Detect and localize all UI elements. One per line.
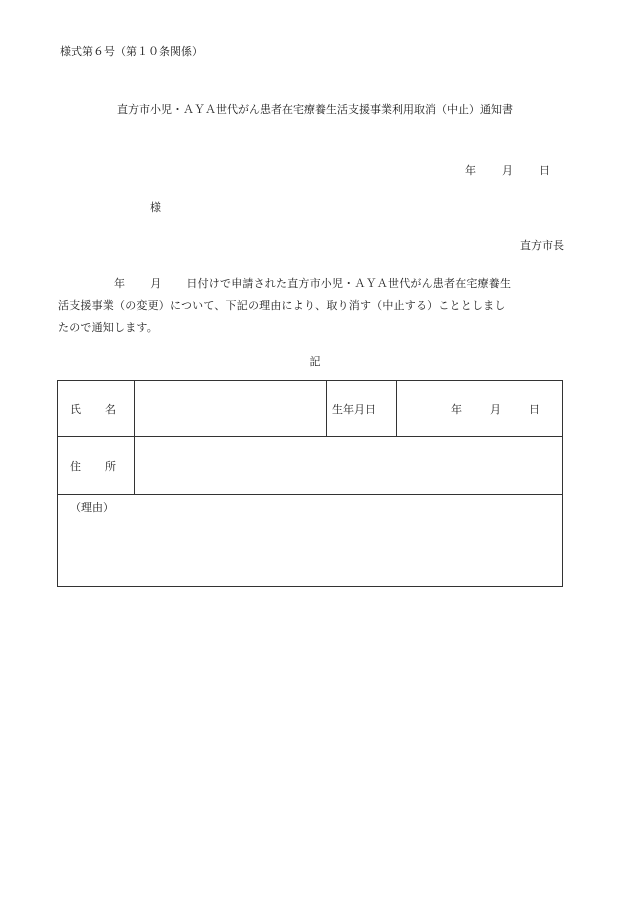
sender-name: 直方市長 [520, 239, 564, 252]
address-label [58, 437, 135, 495]
body-line-1 [58, 273, 568, 295]
reason-row [58, 495, 563, 587]
dob-field[interactable] [397, 381, 563, 437]
dob-day: 日 [529, 402, 540, 416]
form-number: 様式第６号（第１０条関係） [60, 45, 203, 58]
dob-year: 年 [451, 402, 462, 416]
record-heading: 記 [309, 355, 321, 368]
name-label-1: 氏 [70, 402, 81, 416]
document-title: 直方市小児・ＡＹＡ世代がん患者在宅療養生活支援事業利用取消（中止）通知書 [117, 103, 513, 116]
name-label [58, 381, 135, 437]
body-date-year: 年 [114, 277, 126, 290]
address-field[interactable] [135, 437, 563, 495]
issue-date-day: 日 [539, 164, 550, 177]
body-line-1-text: 日付けで申請された直方市小児・ＡＹＡ世代がん患者在宅療養生 [186, 277, 512, 290]
body-paragraph [58, 273, 568, 339]
dob-month: 月 [490, 402, 501, 416]
name-label-2: 名 [105, 402, 116, 416]
body-line-3: たので通知します。 [58, 321, 158, 334]
address-label-1: 住 [70, 459, 81, 473]
reason-field[interactable] [58, 495, 563, 587]
reason-label: （理由） [70, 501, 114, 514]
addressee-honorific: 様 [150, 201, 161, 214]
address-row [58, 437, 563, 495]
address-label-2: 所 [105, 459, 116, 473]
issue-date-year: 年 [465, 164, 476, 177]
name-row [58, 381, 563, 437]
issue-date-month: 月 [502, 164, 513, 177]
body-date-month: 月 [150, 277, 162, 290]
issue-date [465, 162, 550, 178]
name-field[interactable] [135, 381, 327, 437]
dob-label: 生年月日 [327, 381, 397, 437]
record-table [57, 380, 563, 587]
body-line-2: 活支援事業（の変更）について、下記の理由により、取り消す（中止する）こととしまし [58, 299, 506, 312]
